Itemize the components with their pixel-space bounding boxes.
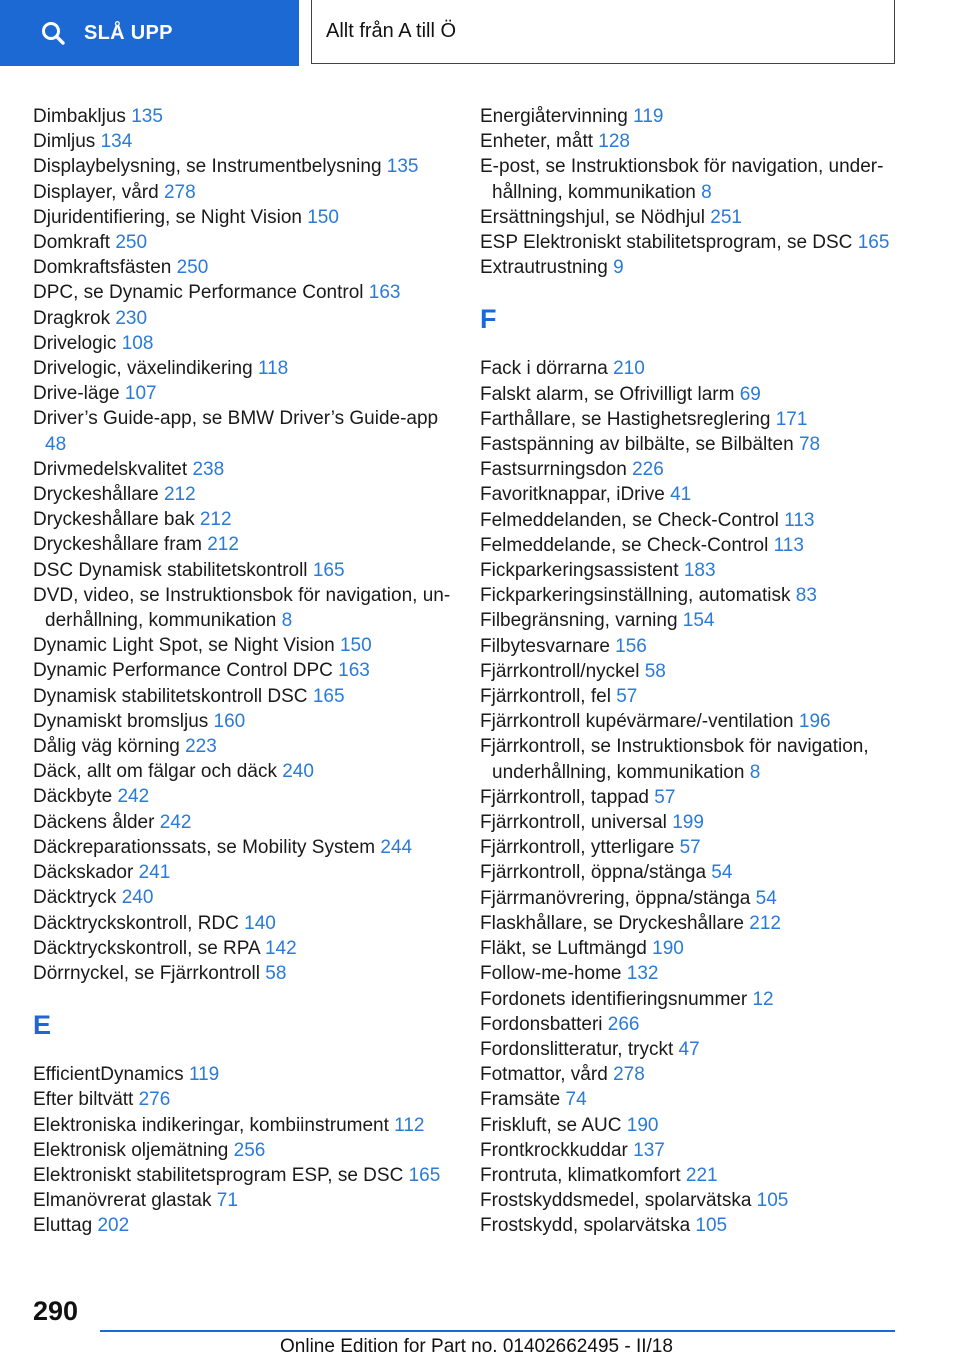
index-entry-term: Filbegränsning, varning xyxy=(480,610,678,632)
index-entry-term: Dimljus xyxy=(33,131,96,153)
index-entry-page-link[interactable]: 74 xyxy=(565,1089,587,1111)
index-entry-term: Dynamiskt bromsljus xyxy=(33,710,209,732)
index-entry xyxy=(480,684,900,709)
index-entry-page-link[interactable]: 221 xyxy=(685,1164,718,1186)
index-entry-page-link[interactable]: 183 xyxy=(683,560,716,582)
index-entry xyxy=(480,810,900,835)
index-column-left xyxy=(33,104,463,1239)
index-entry xyxy=(480,1062,900,1087)
index-entry-term: Driver’s Guide-app, se BMW Driver’s Guide-app xyxy=(33,408,439,430)
index-entry-term: Displayer, vård xyxy=(33,181,159,203)
index-entry-term: Drivmedelskvalitet xyxy=(33,458,188,480)
index-entry-term: Eluttag xyxy=(33,1215,93,1237)
index-entry xyxy=(480,634,900,659)
index-entry-page-link[interactable]: 132 xyxy=(626,963,659,985)
index-entry xyxy=(33,1087,463,1112)
index-entry xyxy=(33,406,463,456)
index-letter-heading: E xyxy=(33,1010,52,1041)
index-entry-term: Fordonslitteratur, tryckt xyxy=(480,1038,674,1060)
page-number: 290 xyxy=(33,1296,79,1326)
index-entry-term: Follow-me-home xyxy=(480,963,622,985)
index-entry-term: Displaybelysning, se Instrumentbelysning xyxy=(33,156,382,178)
index-entry xyxy=(480,608,900,633)
index-entry xyxy=(480,104,900,129)
index-entry-term: Energiåtervinning xyxy=(480,106,628,127)
index-entry-page-link[interactable]: 212 xyxy=(199,509,232,531)
index-letter-heading: F xyxy=(480,304,497,335)
index-entry xyxy=(480,709,900,734)
index-entry xyxy=(33,230,463,255)
index-entry-term: Domkraftsfästen xyxy=(33,257,172,279)
index-entry xyxy=(480,936,900,961)
index-entry-term: Farthållare, se Hastighetsreglering xyxy=(480,408,771,430)
index-entry-term: Elmanövrerat glastak xyxy=(33,1190,212,1212)
index-entry-page-link[interactable]: 142 xyxy=(264,937,297,959)
index-entry-term: Fickparkeringsinställning, automatisk xyxy=(480,585,791,607)
index-entry-page-link[interactable]: 48 xyxy=(45,433,67,455)
index-entry-term: Fastsurrningsdon xyxy=(480,459,627,481)
index-entry-page-link[interactable]: 250 xyxy=(176,257,209,279)
index-entry xyxy=(480,255,900,280)
index-entry-term: Filbytesvarnare xyxy=(480,635,610,657)
index-entry-page-link[interactable]: 165 xyxy=(312,559,345,581)
index-entry-term: Fickparkeringsassistent xyxy=(480,560,679,582)
index-entry-page-link[interactable]: 108 xyxy=(121,332,154,354)
index-entry xyxy=(33,104,463,129)
index-entry-page-link[interactable]: 140 xyxy=(244,912,276,934)
index-entry xyxy=(480,785,900,810)
index-entry-term: Dryckeshållare xyxy=(33,484,159,506)
index-entry-term: Extrautrustning xyxy=(480,257,608,279)
index-entry-page-link[interactable]: 57 xyxy=(616,686,638,708)
index-entry-page-link[interactable]: 54 xyxy=(755,887,777,909)
index-entry-term: Friskluft, se AUC xyxy=(480,1114,622,1136)
index-entry-term: Enheter, mått xyxy=(480,131,594,153)
index-entry xyxy=(480,129,900,154)
index-entry xyxy=(480,659,900,684)
index-entry xyxy=(33,633,463,658)
index-entry xyxy=(480,1012,900,1037)
index-entry-page-link[interactable]: 105 xyxy=(695,1215,728,1237)
index-entry-term: Dragkrok xyxy=(33,307,111,329)
index-entry xyxy=(480,457,900,482)
index-entry-term: Elektroniska indikeringar, kombiinstrument xyxy=(33,1114,389,1136)
index-entry-page-link[interactable]: 107 xyxy=(124,383,157,405)
index-entry-page-link[interactable]: 154 xyxy=(682,610,715,632)
index-entry-term: ESP Elektroniskt stabilitetsprogram, se DSC xyxy=(480,232,853,254)
index-entry xyxy=(33,381,463,406)
index-entry xyxy=(480,987,900,1012)
index-entry-page-link[interactable]: 83 xyxy=(795,585,817,607)
index-entry-page-link[interactable]: 163 xyxy=(368,282,401,304)
index-entry xyxy=(33,583,463,633)
index-entry xyxy=(480,860,900,885)
index-entry xyxy=(480,407,900,432)
index-entry-page-link[interactable]: 241 xyxy=(138,862,171,884)
index-entry-term: Frontkrockkuddar xyxy=(480,1139,628,1161)
index-entry-page-link[interactable]: 256 xyxy=(233,1139,266,1161)
index-entry xyxy=(480,583,900,608)
index-entry xyxy=(480,911,900,936)
index-entry xyxy=(33,507,463,532)
index-entry-page-link[interactable]: 278 xyxy=(163,181,196,203)
index-entry xyxy=(33,759,463,784)
index-entry xyxy=(33,129,463,154)
index-entry-term: Felmeddelande, se Check-Control xyxy=(480,534,769,556)
index-entry-page-link[interactable]: 69 xyxy=(739,383,761,405)
index-entry xyxy=(480,1087,900,1112)
index-entry-term: Ersättningshjul, se Nödhjul xyxy=(480,206,705,228)
index-entry-page-link[interactable]: 119 xyxy=(633,106,664,127)
index-entry xyxy=(480,432,900,457)
index-entry-page-link[interactable]: 230 xyxy=(115,307,148,329)
index-entry-page-link[interactable]: 71 xyxy=(216,1190,238,1212)
footer-edition-text: Online Edition for Part no. 01402662495 - II/18 xyxy=(280,1336,673,1357)
index-entry xyxy=(480,205,900,230)
index-entry-page-link[interactable]: 135 xyxy=(131,106,163,127)
index-entry-term: Fastspänning av bilbälte, se Bilbälten xyxy=(480,434,794,456)
index-entry-term: Dörrnyckel, se Fjärrkontroll xyxy=(33,962,260,984)
index-entry-term: Fjärrkontroll/nyckel xyxy=(480,660,640,682)
index-entry xyxy=(33,911,463,936)
index-entry-page-link[interactable]: 202 xyxy=(97,1215,130,1237)
index-entry-term: Fläkt, se Luftmängd xyxy=(480,938,647,960)
index-entry xyxy=(33,482,463,507)
index-entry-term: Fordonsbatteri xyxy=(480,1013,603,1035)
index-entry-term: Drivelogic xyxy=(33,332,117,354)
index-entry-page-link[interactable]: 251 xyxy=(710,206,742,228)
index-entry-term: Dynamic Light Spot, se Night Vision xyxy=(33,635,335,657)
index-entry-term: Däcktryck xyxy=(33,887,117,909)
index-entry-page-link[interactable]: 165 xyxy=(312,685,345,707)
index-entry xyxy=(480,1113,900,1138)
index-entry-term: Elektroniskt stabilitetsprogram ESP, se DSC xyxy=(33,1164,404,1186)
index-entry-term: Dynamic Performance Control DPC xyxy=(33,660,333,682)
index-entry-term: Framsäte xyxy=(480,1089,561,1111)
index-entry-term: Fordonets identifieringsnummer xyxy=(480,988,748,1010)
index-entry xyxy=(480,230,900,255)
index-entry-page-link[interactable]: 156 xyxy=(615,635,647,657)
index-entry-term: Dimbakljus xyxy=(33,106,126,127)
index-entry-term: Frontruta, klimatkomfort xyxy=(480,1164,681,1186)
index-entry-term: Däckens ålder xyxy=(33,811,155,833)
index-entry xyxy=(33,255,463,280)
index-entry-term: Falskt alarm, se Ofrivilligt larm xyxy=(480,383,735,405)
index-entry-page-link[interactable]: 276 xyxy=(138,1089,171,1111)
index-entry-page-link[interactable]: 226 xyxy=(632,459,664,481)
index-entry-term: Däckskador xyxy=(33,862,134,884)
index-entry xyxy=(33,356,463,381)
index-entry-page-link[interactable]: 47 xyxy=(678,1038,700,1060)
index-entry-page-link[interactable]: 199 xyxy=(672,812,704,834)
index-entry-term: Drive-läge xyxy=(33,383,120,405)
index-entry-page-link[interactable]: 105 xyxy=(756,1190,789,1212)
index-entry-page-link[interactable]: 134 xyxy=(100,131,133,153)
index-entry-term: DPC, se Dynamic Performance Control xyxy=(33,282,364,304)
index-entry-term: Efter biltvätt xyxy=(33,1089,134,1111)
index-entry xyxy=(33,1188,463,1213)
index-entry-page-link[interactable]: 41 xyxy=(670,484,692,506)
index-entry-term: Drivelogic, växelindikering xyxy=(33,358,253,380)
index-entry-page-link[interactable]: 8 xyxy=(281,610,293,632)
index-entry-term: Felmeddelanden, se Check-Control xyxy=(480,509,779,531)
index-entry-page-link[interactable]: 163 xyxy=(338,660,370,682)
index-entry-page-link[interactable]: 150 xyxy=(339,635,372,657)
index-entry xyxy=(33,684,463,709)
index-entry-page-link[interactable]: 118 xyxy=(257,358,289,380)
index-entry-term: E-post, se Instruktionsbok för navigation, under‐hållning, kommunikation xyxy=(480,156,884,203)
index-entry xyxy=(480,1138,900,1163)
index-entry xyxy=(480,886,900,911)
index-entry xyxy=(33,280,463,305)
index-entry xyxy=(33,558,463,583)
index-entry-term: Dryckeshållare bak xyxy=(33,509,195,531)
index-entry-page-link[interactable]: 57 xyxy=(654,786,676,808)
index-entry-term: Däcktryckskontroll, RDC xyxy=(33,912,239,934)
index-column-right xyxy=(480,104,900,1239)
index-entry-page-link[interactable]: 135 xyxy=(386,156,419,178)
index-entry-term: Frostskydd, spolarvätska xyxy=(480,1215,691,1237)
index-entry-term: Dynamisk stabilitetskontroll DSC xyxy=(33,685,308,707)
index-entry-term: Däckreparationssats, se Mobility System xyxy=(33,836,376,858)
index-entry-page-link[interactable]: 266 xyxy=(607,1013,640,1035)
index-entry xyxy=(480,533,900,558)
index-entry-page-link[interactable]: 223 xyxy=(185,736,217,758)
section-title: Allt från A till Ö xyxy=(311,0,895,64)
index-entry-page-link[interactable]: 165 xyxy=(857,232,890,254)
index-entry xyxy=(480,1163,900,1188)
index-entry xyxy=(480,508,900,533)
index-entry xyxy=(33,1062,463,1087)
index-entry xyxy=(480,558,900,583)
index-entry-page-link[interactable]: 9 xyxy=(613,257,624,279)
index-entry-page-link[interactable]: 8 xyxy=(701,181,712,203)
index-entry xyxy=(480,382,900,407)
index-entry-page-link[interactable]: 212 xyxy=(163,484,196,506)
index-entry-page-link[interactable]: 196 xyxy=(798,711,831,733)
index-entry xyxy=(33,835,463,860)
index-entry-term: Däcktryckskontroll, se RPA xyxy=(33,937,260,959)
index-entry-page-link[interactable]: 160 xyxy=(213,710,246,732)
index-entry-page-link[interactable]: 171 xyxy=(775,408,808,430)
index-entry-page-link[interactable]: 54 xyxy=(711,862,733,884)
index-entry xyxy=(480,1037,900,1062)
index-entry-page-link[interactable]: 165 xyxy=(408,1164,441,1186)
index-entry xyxy=(480,154,900,204)
index-entry-page-link[interactable]: 242 xyxy=(117,786,150,808)
index-entry xyxy=(480,835,900,860)
search-button[interactable] xyxy=(0,0,299,66)
top-bar xyxy=(0,0,960,66)
index-entry xyxy=(480,961,900,986)
index-entry-page-link[interactable]: 112 xyxy=(394,1114,425,1136)
index-entry-page-link[interactable]: 137 xyxy=(633,1139,665,1161)
index-entry-term: Fjärrkontroll, tappad xyxy=(480,786,649,808)
index-entry-page-link[interactable]: 210 xyxy=(613,358,645,380)
search-icon xyxy=(40,20,66,46)
index-entry xyxy=(33,860,463,885)
index-entry-term: Fjärrkontroll kupévärmare/-ventilation xyxy=(480,711,794,733)
index-entry xyxy=(33,331,463,356)
index-entry-term: Favoritknappar, iDrive xyxy=(480,484,665,506)
index-entry xyxy=(33,205,463,230)
index-entry-term: Domkraft xyxy=(33,232,111,254)
index-entry-page-link[interactable]: 190 xyxy=(652,938,684,960)
index-entry xyxy=(33,1138,463,1163)
index-entry-term: Fjärrkontroll, universal xyxy=(480,812,667,834)
index-entry xyxy=(480,1188,900,1213)
index-entry xyxy=(480,356,900,381)
index-entry xyxy=(480,1213,900,1238)
index-entry-term: Dålig väg körning xyxy=(33,736,180,758)
index-entry xyxy=(33,734,463,759)
index-entry-page-link[interactable]: 12 xyxy=(752,988,774,1010)
index-entry-page-link[interactable]: 119 xyxy=(188,1064,220,1086)
index-entry xyxy=(480,734,900,784)
index-entry-page-link[interactable]: 150 xyxy=(307,206,339,228)
index-entry-page-link[interactable]: 212 xyxy=(749,912,781,934)
index-entry-page-link[interactable]: 190 xyxy=(626,1114,659,1136)
index-entry-term: Fjärrmanövrering, öppna/stänga xyxy=(480,887,751,909)
index-entry-page-link[interactable]: 8 xyxy=(749,761,761,783)
index-entry-page-link[interactable]: 57 xyxy=(679,837,701,859)
index-entry xyxy=(33,1213,463,1238)
index-entry-term: Fack i dörrarna xyxy=(480,358,608,380)
search-button-label: SLÅ UPP xyxy=(84,21,173,44)
index-entry-page-link[interactable]: 250 xyxy=(115,232,148,254)
index-entry-page-link[interactable]: 240 xyxy=(282,761,314,783)
index-entry xyxy=(33,709,463,734)
index-entry-term: Däckbyte xyxy=(33,786,113,808)
index-entry-term: Djuridentifiering, se Night Vision xyxy=(33,206,302,228)
index-entry-page-link[interactable]: 242 xyxy=(159,811,192,833)
footer-divider xyxy=(100,1330,895,1332)
index-entry-term: Fjärrkontroll, ytterligare xyxy=(480,837,675,859)
index-entry-term: DSC Dynamisk stabilitetskontroll xyxy=(33,559,308,581)
index-entry-term: Dryckeshållare fram xyxy=(33,534,202,556)
index-entry-page-link[interactable]: 113 xyxy=(773,534,804,556)
index-entry xyxy=(33,306,463,331)
index-entry xyxy=(33,810,463,835)
index-entry-term: Däck, allt om fälgar och däck xyxy=(33,761,277,783)
index-entry xyxy=(33,1163,463,1188)
index-entry-term: Fjärrkontroll, fel xyxy=(480,686,611,708)
index-entry-page-link[interactable]: 238 xyxy=(192,458,225,480)
index-entry xyxy=(33,154,463,179)
index-entry xyxy=(33,961,463,986)
index-entry-page-link[interactable]: 58 xyxy=(644,660,666,682)
index-entry xyxy=(33,180,463,205)
index-entry-page-link[interactable]: 78 xyxy=(798,434,821,456)
index-entry-page-link[interactable]: 58 xyxy=(265,962,287,984)
index-entry-term: Fotmattor, vård xyxy=(480,1064,608,1086)
index-entry-page-link[interactable]: 240 xyxy=(121,887,154,909)
index-entry-page-link[interactable]: 113 xyxy=(784,509,815,531)
index-entry-page-link[interactable]: 212 xyxy=(207,534,239,556)
index-entry xyxy=(33,936,463,961)
index-entry-page-link[interactable]: 278 xyxy=(613,1064,645,1086)
index-entry xyxy=(33,784,463,809)
index-entry-term: DVD, video, se Instruktionsbok för navigation, un‐derhållning, kommunikation xyxy=(33,584,451,632)
index-entry-term: Elektronisk oljemätning xyxy=(33,1139,229,1161)
index-entry-term: Flaskhållare, se Dryckeshållare xyxy=(480,912,744,934)
index-entry-term: Frostskyddsmedel, spolarvätska xyxy=(480,1190,752,1212)
index-entry-page-link[interactable]: 244 xyxy=(380,836,413,858)
index-entry xyxy=(33,457,463,482)
index-entry xyxy=(33,1113,463,1138)
index-entry-term: Fjärrkontroll, öppna/stänga xyxy=(480,862,707,884)
index-entry-term: EfficientDynamics xyxy=(33,1064,184,1086)
index-entry-term: Fjärrkontroll, se Instruktionsbok för navigation, underhållning, kommunikation xyxy=(480,736,869,783)
index-entry xyxy=(33,532,463,557)
index-entry xyxy=(480,482,900,507)
index-entry xyxy=(33,658,463,683)
index-entry xyxy=(33,885,463,910)
index-entry-page-link[interactable]: 128 xyxy=(598,131,630,153)
